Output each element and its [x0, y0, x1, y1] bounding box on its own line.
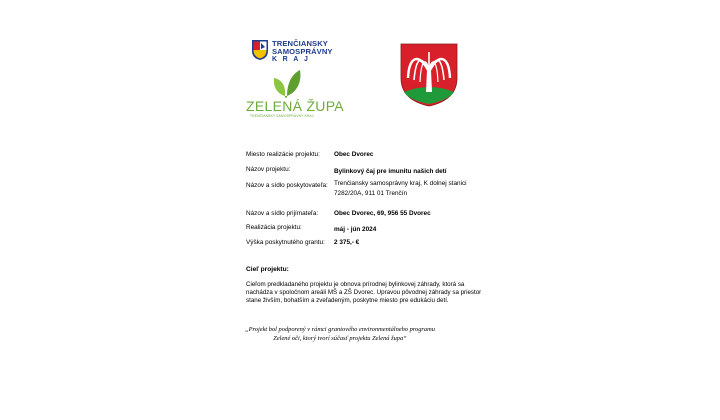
nazov-value: Bylinkový čaj pre imunitu našich detí — [334, 168, 447, 175]
poskytovatel-value-line1: Trenčiansky samosprávny kraj, K dolnej stanici — [334, 180, 467, 187]
tsk-logo-line3: KRAJ — [272, 56, 314, 63]
dvorec-coat-of-arms-icon — [399, 42, 459, 108]
goal-title: Cieľ projektu: — [246, 266, 289, 273]
tsk-emblem-icon — [251, 39, 269, 61]
footer-quote-line1: „Projekt bol podporený v rámci grantového environmentálneho programu — [245, 326, 435, 333]
prijimatel-label: Názov a sídlo prijímateľa: — [246, 210, 319, 217]
tsk-logo-line2: SAMOSPRÁVNY — [272, 47, 333, 56]
tsk-logo-line1: TRENČIANSKY — [272, 39, 328, 48]
zelena-zupa-logo — [246, 68, 344, 124]
realizacia-label: Realizácia projektu: — [246, 224, 302, 231]
zelena-zupa-subtitle: TRENČIANSKY SAMOSPRÁVNY KRAJ — [250, 114, 314, 118]
poskytovatel-value-line2: 7282/20A, 911 01 Trenčín — [334, 190, 408, 197]
nazov-label: Názov projektu: — [246, 166, 291, 173]
goal-line1: Cieľom predkladaného projektu je obnova prírodnej bylinkovej záhrady, ktorá sa — [246, 281, 465, 288]
grant-label: Výška poskytnutého grantu: — [246, 239, 325, 246]
poskytovatel-label: Názov a sídlo poskytovateľa: — [246, 182, 328, 189]
grant-value: 2 375,- € — [334, 239, 360, 246]
realizacia-value: máj - jún 2024 — [334, 226, 377, 233]
tsk-logo — [251, 39, 331, 65]
miesto-label: Miesto realizácie projektu: — [246, 151, 320, 158]
miesto-value: Obec Dvorec — [334, 151, 374, 158]
leaves-icon — [270, 68, 302, 98]
zelena-zupa-title: ZELENÁ ŽUPA — [246, 98, 344, 114]
goal-line3: stane živším, bohatším a zveľadeným, poskytne miesto pre edukáciu detí. — [246, 297, 449, 304]
footer-quote-line2: Zelené oči, ktorý tvorí súčasť projektu Zelená župa“ — [273, 335, 407, 342]
prijimatel-value: Obec Dvorec, 69, 956 55 Dvorec — [334, 210, 431, 217]
goal-line2: nachádza v spoločnom areáli MŠ a ZŠ Dvorec. Upravou pôvodnej záhrady sa priestor — [246, 289, 482, 296]
